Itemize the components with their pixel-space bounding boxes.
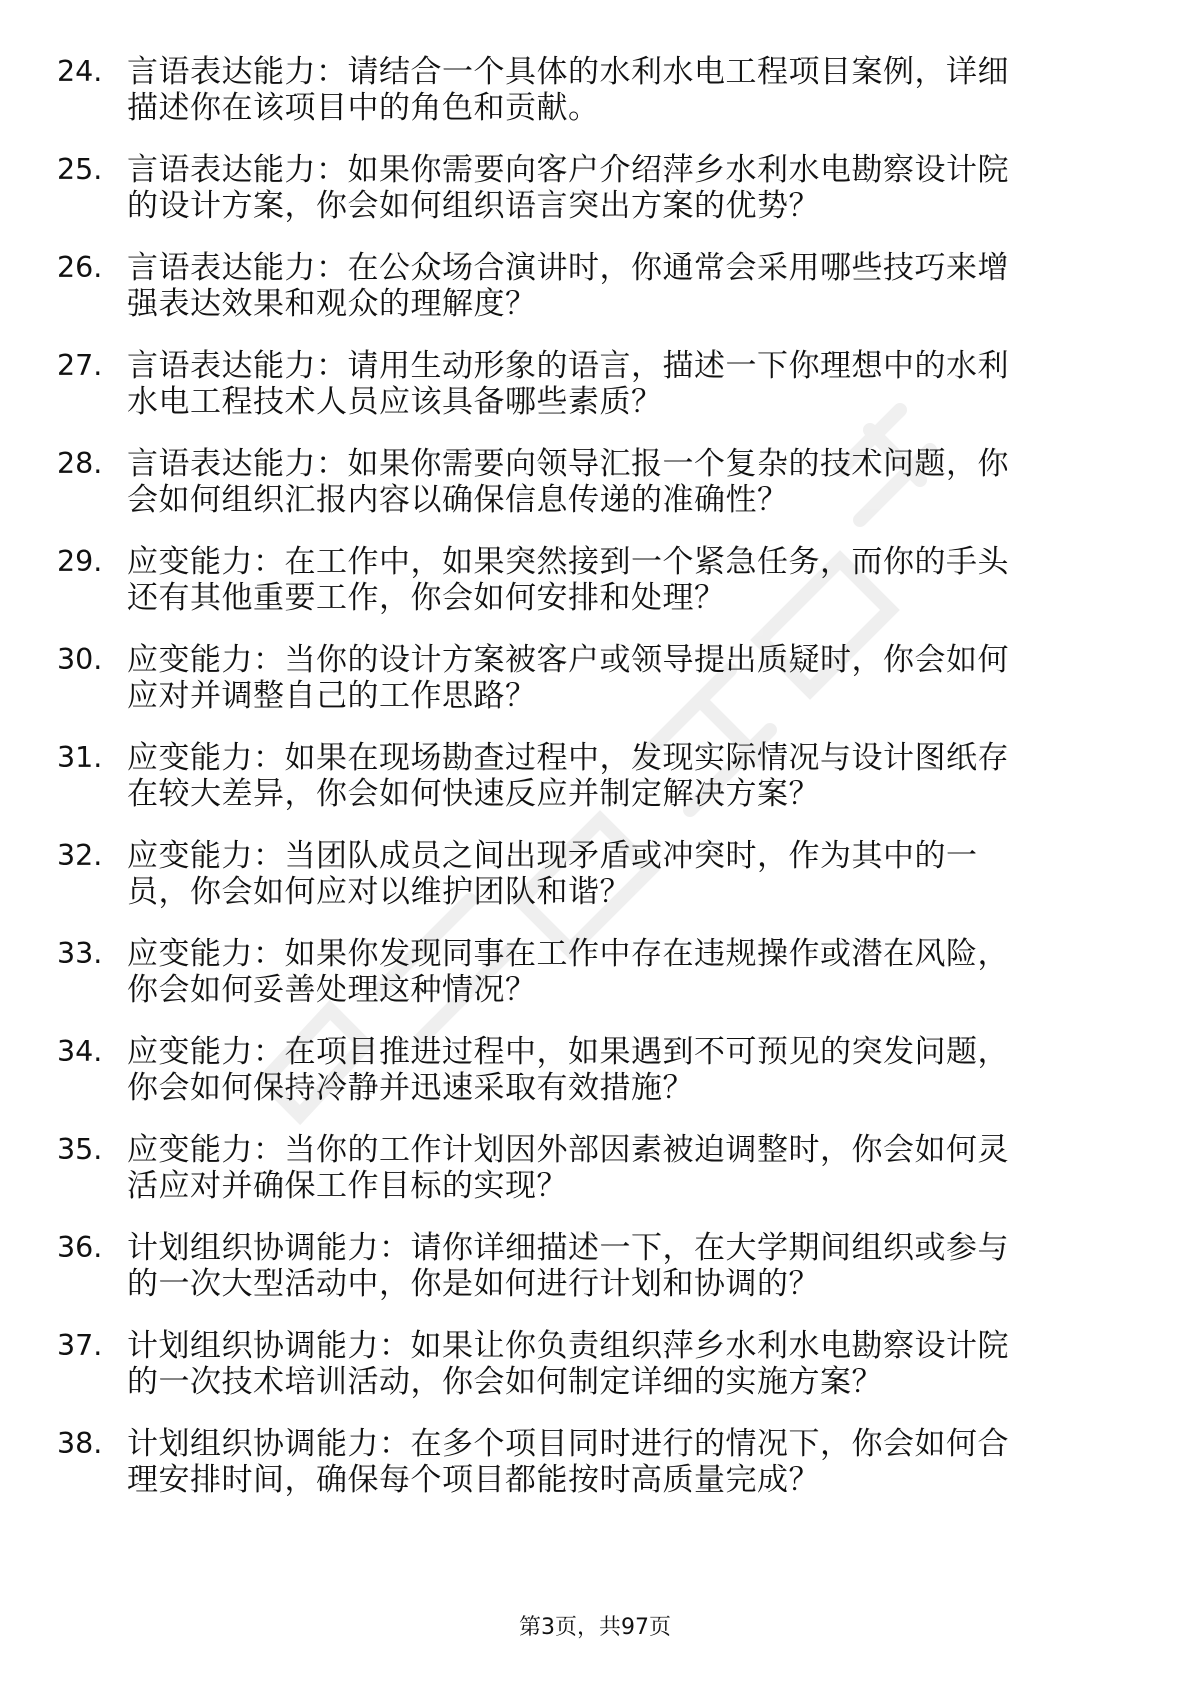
question-line: 还有其他重要工作，你会如何安排和处理？: [127, 580, 726, 616]
question-text: [127, 1034, 1147, 1106]
question-item: [0, 240, 1190, 338]
question-line: 描述你在该项目中的角色和贡献。: [127, 90, 600, 126]
question-line: 在较大差异，你会如何快速反应并制定解决方案？: [127, 776, 820, 812]
question-text: [127, 544, 1147, 616]
question-line: 言语表达能力：在公众场合演讲时，你通常会采用哪些技巧来增: [127, 250, 1009, 286]
question-number: 29.: [57, 545, 103, 578]
question-line: 应变能力：在项目推进过程中，如果遇到不可预见的突发问题，: [127, 1034, 1009, 1070]
question-text: [127, 740, 1147, 812]
question-number: 24.: [57, 55, 103, 88]
question-text: [127, 152, 1147, 224]
question-line: 应变能力：当团队成员之间出现矛盾或冲突时，作为其中的一: [127, 838, 978, 874]
question-item: [0, 632, 1190, 730]
question-line: 言语表达能力：请结合一个具体的水利水电工程项目案例，详细: [127, 54, 1009, 90]
question-line: 应变能力：当你的工作计划因外部因素被迫调整时，你会如何灵: [127, 1132, 1009, 1168]
question-text: [127, 348, 1147, 420]
question-item: [0, 44, 1190, 142]
question-line: 员，你会如何应对以维护团队和谐？: [127, 874, 631, 910]
question-number: 37.: [57, 1329, 103, 1362]
question-line: 你会如何保持冷静并迅速采取有效措施？: [127, 1070, 694, 1106]
question-item: [0, 1220, 1190, 1318]
question-line: 应变能力：当你的设计方案被客户或领导提出质疑时，你会如何: [127, 642, 1009, 678]
question-line: 言语表达能力：请用生动形象的语言，描述一下你理想中的水利: [127, 348, 1009, 384]
question-line: 活应对并确保工作目标的实现？: [127, 1168, 568, 1204]
question-text: [127, 1328, 1147, 1400]
question-item: [0, 142, 1190, 240]
question-line: 你会如何妥善处理这种情况？: [127, 972, 537, 1008]
question-line: 计划组织协调能力：如果让你负责组织萍乡水利水电勘察设计院: [127, 1328, 1009, 1364]
question-line: 言语表达能力：如果你需要向领导汇报一个复杂的技术问题，你: [127, 446, 1009, 482]
question-text: [127, 642, 1147, 714]
question-line: 计划组织协调能力：在多个项目同时进行的情况下，你会如何合: [127, 1426, 1009, 1462]
question-item: [0, 436, 1190, 534]
question-item: [0, 1318, 1190, 1416]
question-number: 33.: [57, 937, 103, 970]
question-text: [127, 838, 1147, 910]
question-line: 应变能力：如果在现场勘查过程中，发现实际情况与设计图纸存: [127, 740, 1009, 776]
question-text: [127, 1230, 1147, 1302]
question-number: 27.: [57, 349, 103, 382]
question-text: [127, 1132, 1147, 1204]
question-list: [0, 44, 1190, 1514]
question-item: [0, 534, 1190, 632]
question-item: [0, 1416, 1190, 1514]
question-item: [0, 828, 1190, 926]
question-line: 应变能力：在工作中，如果突然接到一个紧急任务，而你的手头: [127, 544, 1009, 580]
question-line: 的一次大型活动中，你是如何进行计划和协调的？: [127, 1266, 820, 1302]
question-line: 水电工程技术人员应该具备哪些素质？: [127, 384, 663, 420]
question-number: 25.: [57, 153, 103, 186]
question-line: 会如何组织汇报内容以确保信息传递的准确性？: [127, 482, 789, 518]
question-text: [127, 250, 1147, 322]
question-number: 28.: [57, 447, 103, 480]
question-number: 30.: [57, 643, 103, 676]
question-text: [127, 446, 1147, 518]
question-line: 的设计方案，你会如何组织语言突出方案的优势？: [127, 188, 820, 224]
question-text: [127, 54, 1147, 126]
question-text: [127, 936, 1147, 1008]
question-line: 的一次技术培训活动，你会如何制定详细的实施方案？: [127, 1364, 883, 1400]
question-number: 34.: [57, 1035, 103, 1068]
question-line: 强表达效果和观众的理解度？: [127, 286, 537, 322]
question-item: [0, 926, 1190, 1024]
page-footer: 第3页，共97页: [519, 1615, 671, 1640]
question-line: 言语表达能力：如果你需要向客户介绍萍乡水利水电勘察设计院: [127, 152, 1009, 188]
question-line: 应变能力：如果你发现同事在工作中存在违规操作或潜在风险，: [127, 936, 1009, 972]
question-number: 26.: [57, 251, 103, 284]
question-text: [127, 1426, 1147, 1498]
question-line: 计划组织协调能力：请你详细描述一下，在大学期间组织或参与: [127, 1230, 1009, 1266]
question-line: 应对并调整自己的工作思路？: [127, 678, 537, 714]
question-number: 35.: [57, 1133, 103, 1166]
question-number: 31.: [57, 741, 103, 774]
question-number: 38.: [57, 1427, 103, 1460]
question-number: 32.: [57, 839, 103, 872]
question-item: [0, 1024, 1190, 1122]
question-item: [0, 1122, 1190, 1220]
question-number: 36.: [57, 1231, 103, 1264]
question-item: [0, 338, 1190, 436]
question-item: [0, 730, 1190, 828]
question-line: 理安排时间，确保每个项目都能按时高质量完成？: [127, 1462, 820, 1498]
